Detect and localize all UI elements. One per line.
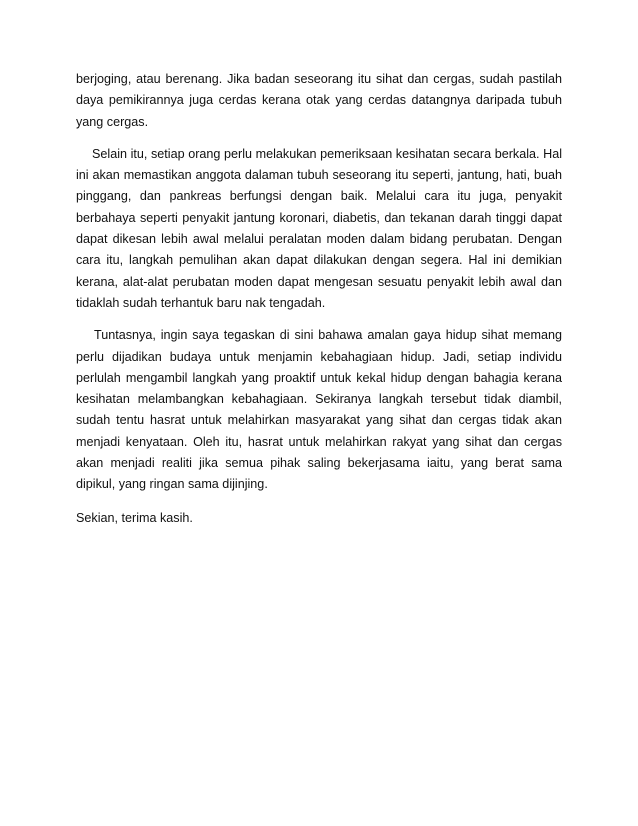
paragraph-1: berjoging, atau berenang. Jika badan seseorang itu sihat dan cergas, sudah pastilah daya pemikirannya juga cerdas kerana otak yang cerdas datangnya daripada tubuh yang cergas. — [76, 72, 562, 129]
paragraph-2: Selain itu, setiap orang perlu melakukan pemeriksaan kesihatan secara berkala. Hal ini akan memastikan anggota dalaman tubuh seseorang itu seperti, jantung, hati, buah pinggang, dan pankreas berfungsi dengan baik. Melalui cara itu juga, penyakit berbahaya seperti penyakit jantung koronari, diabetis, dan tekanan darah tinggi dapat dapat dikesan lebih awal melalui peralatan moden dalam bidang perubatan. Dengan cara itu, langkah pemulihan akan dapat dilakukan dengan segera. Hal ini demikian kerana, alat-alat perubatan moden dapat mengesan sesuatu penyakit lebih awal dan tidaklah sudah terhantuk baru nak tengadah. — [76, 146, 562, 310]
closing-line: Sekian, terima kasih. — [76, 510, 193, 525]
paragraph-3: Tuntasnya, ingin saya tegaskan di sini bahawa amalan gaya hidup sihat memang perlu dijadikan budaya untuk menjamin kebahagiaan hidup. Jadi, setiap individu perlulah mengambil langkah yang proaktif untuk kekal hidup dengan bahagia kerana kesihatan melambangkan kebahagiaan. Sekiranya langkah tersebut tidak diambil, sudah tentu hasrat untuk melahirkan masyarakat yang sihat dan cergas tidak akan menjadi kenyataan. Oleh itu, hasrat untuk melahirkan rakyat yang sihat dan cergas akan menjadi realiti jika semua pihak saling bekerjasama iaitu, yang berat sama dipikul, yang ringan sama dijinjing. — [76, 328, 562, 492]
document-body — [76, 69, 562, 529]
